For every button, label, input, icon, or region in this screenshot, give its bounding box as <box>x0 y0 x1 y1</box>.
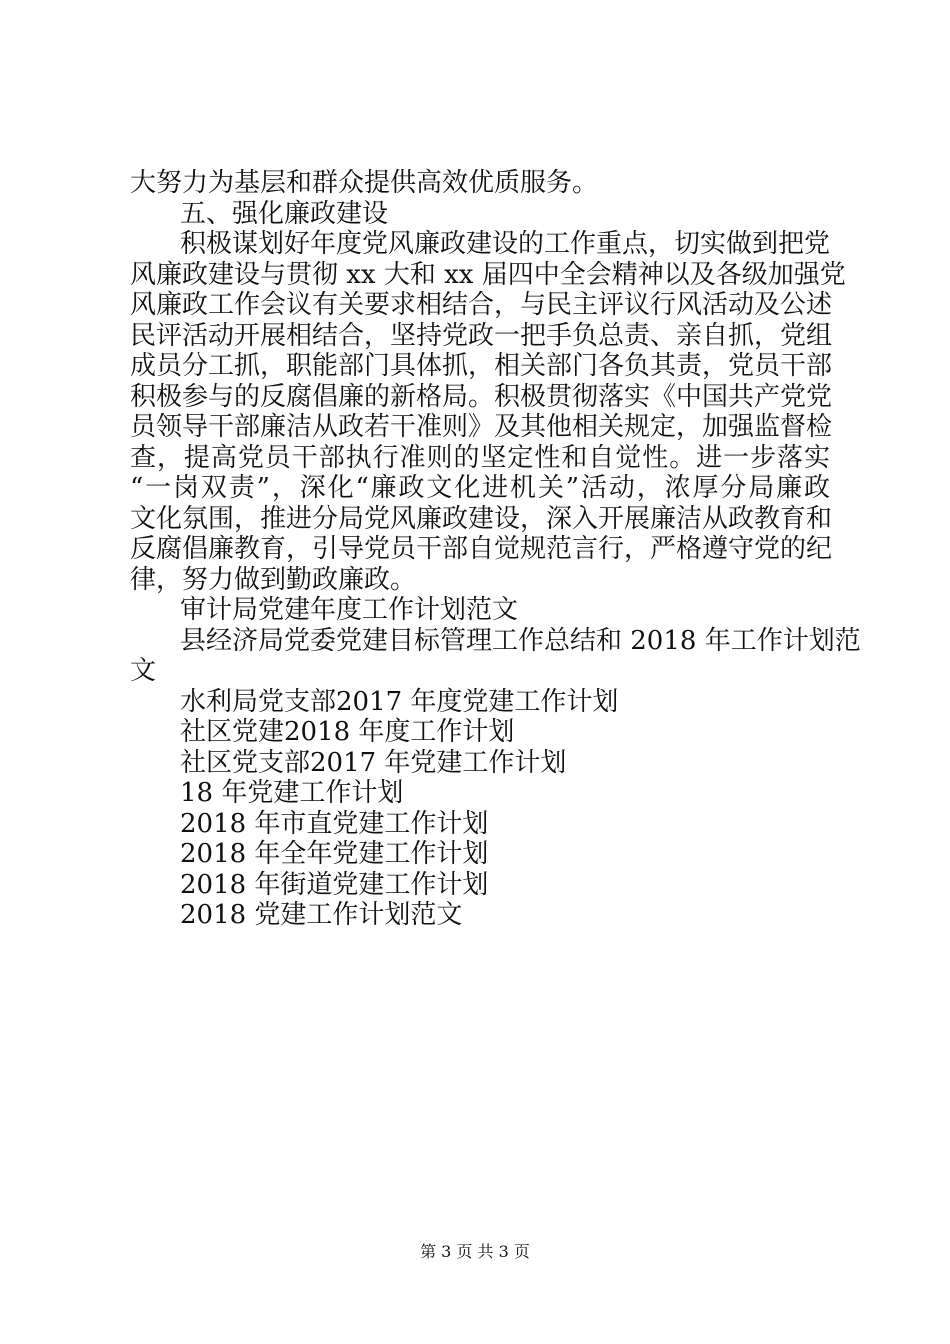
paragraph-line: “一岗双责”，深化“廉政文化进机关”活动，浓厚分局廉政 <box>130 473 830 503</box>
paragraph-line: 员领导干部廉洁从政若干准则》及其他相关规定，加强监督检 <box>130 412 833 442</box>
paragraph-line: 大努力为基层和群众提供高效优质服务。 <box>130 168 599 198</box>
related-title: 2018 年市直党建工作计划 <box>180 808 489 839</box>
paragraph-line: 文化氛围，推进分局党风廉政建设，深入开展廉洁从政教育和 <box>130 503 833 534</box>
paragraph-line: 律，努力做到勤政廉政。 <box>130 564 417 595</box>
document-body <box>130 168 861 931</box>
related-title: 2018 年街道党建工作计划 <box>180 869 489 900</box>
paragraph-line: 民评活动开展相结合，坚持党政一把手负总责、亲自抓，党组 <box>130 320 833 351</box>
related-title: 18 年党建工作计划 <box>180 778 404 808</box>
paragraph-line: 积极参与的反腐倡廉的新格局。积极贯彻落实《中国共产党党 <box>130 381 833 412</box>
paragraph-line: 风廉政工作会议有关要求相结合，与民主评议行风活动及公述 <box>130 290 833 320</box>
paragraph-line: 反腐倡廉教育，引导党员干部自觉规范言行，严格遵守党的纪 <box>130 534 833 564</box>
related-title: 2018 年全年党建工作计划 <box>180 839 489 869</box>
related-title: 社区党支部2017 年党建工作计划 <box>180 747 567 778</box>
related-title: 2018 党建工作计划范文 <box>180 900 463 930</box>
paragraph-line: 查，提高党员干部执行准则的坚定性和自觉性。进一步落实 <box>130 442 830 473</box>
section-heading: 五、强化廉政建设 <box>180 198 389 229</box>
page-footer: 第 3 页 共 3 页 <box>420 1242 530 1261</box>
paragraph-line: 风廉政建设与贯彻 xx 大和 xx 届四中全会精神以及各级加强党 <box>130 259 846 290</box>
paragraph-line: 成员分工抓，职能部门具体抓，相关部门各负其责，党员干部 <box>130 351 833 381</box>
related-title: 水利局党支部2017 年度党建工作计划 <box>180 686 619 717</box>
related-title: 县经济局党委党建目标管理工作总结和 2018 年工作计划范 <box>180 625 861 656</box>
related-title: 审计局党建年度工作计划范文 <box>180 595 519 625</box>
related-title: 社区党建2018 年度工作计划 <box>180 717 515 747</box>
related-title-continuation: 文 <box>130 656 157 686</box>
paragraph-line: 积极谋划好年度党风廉政建设的工作重点，切实做到把党 <box>180 229 831 259</box>
